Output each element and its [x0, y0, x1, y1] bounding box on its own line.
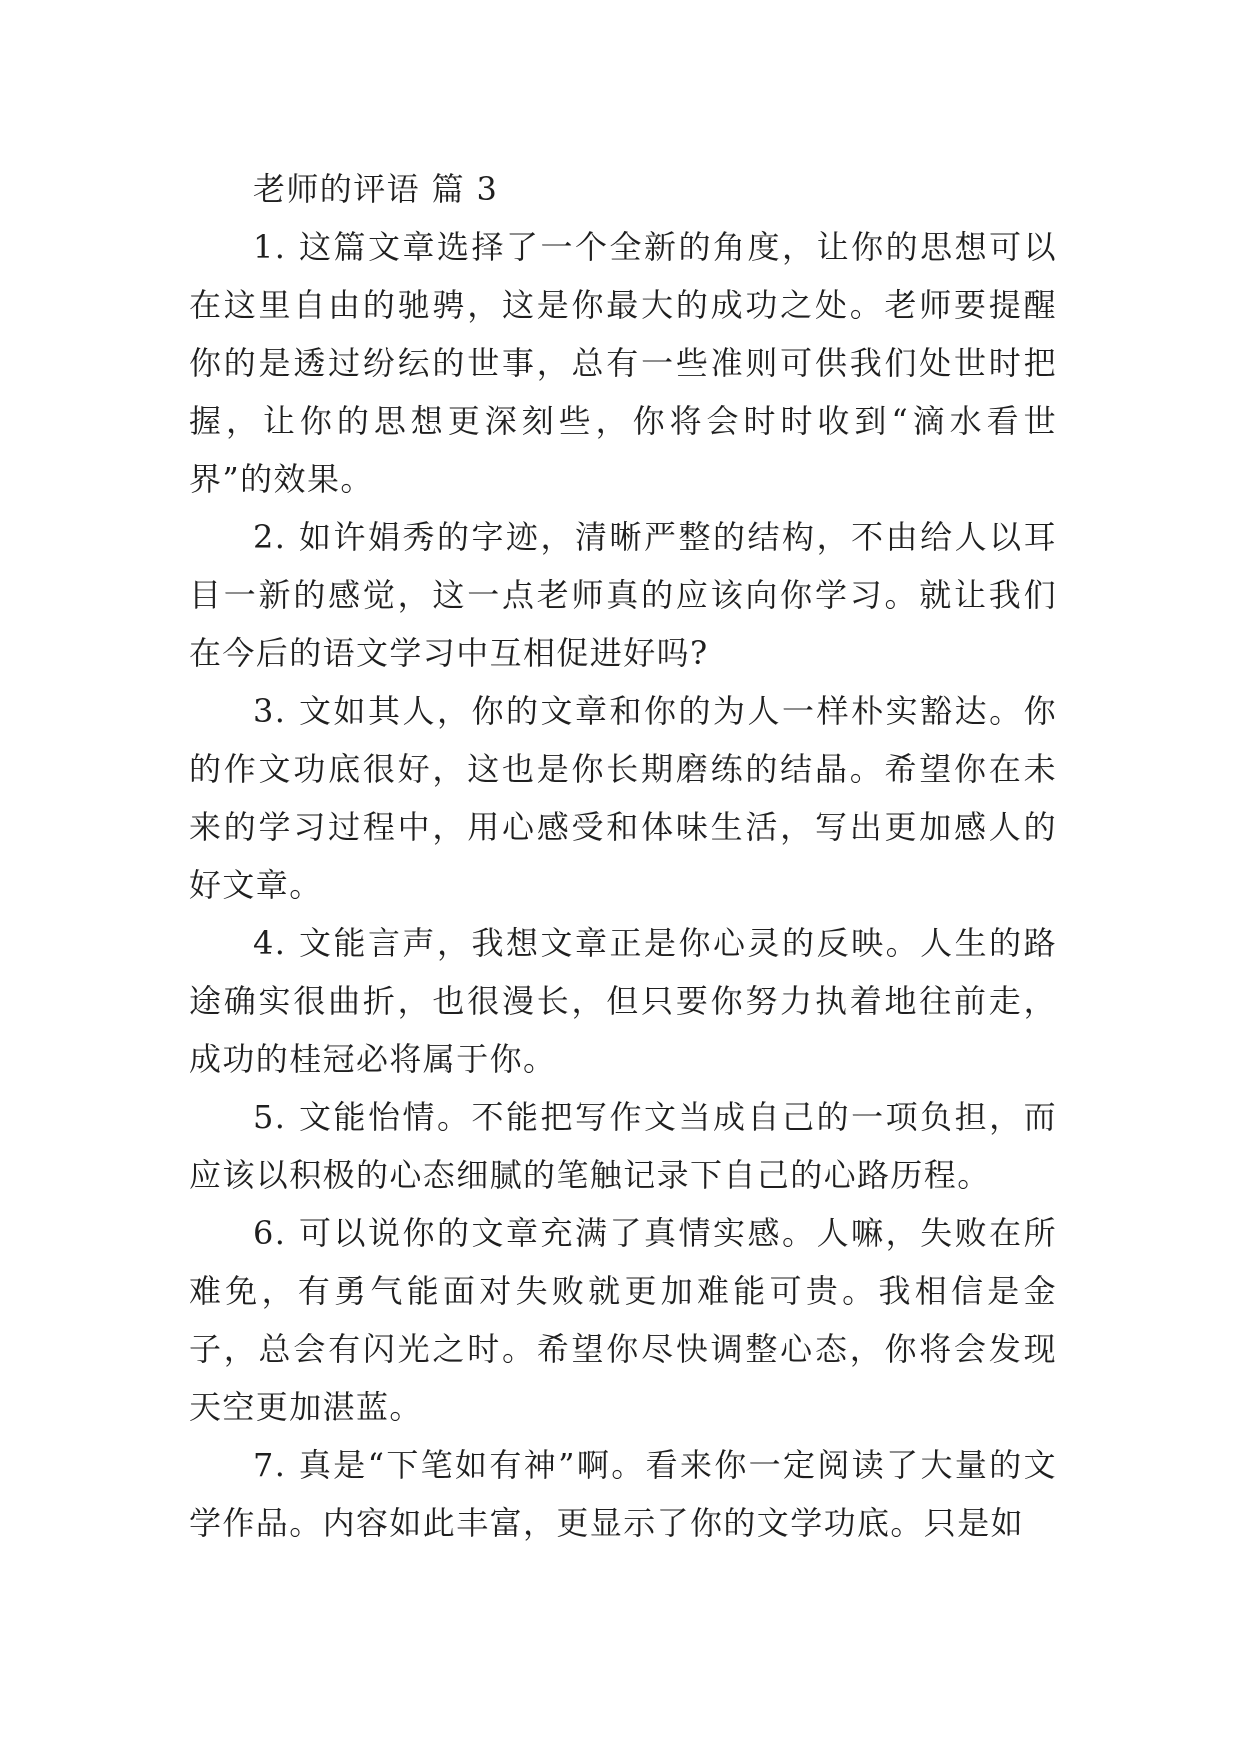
comment-paragraph-5: 5. 文能怡情。不能把写作文当成自己的一项负担，而应该以积极的心态细腻的笔触记录下自己的心路历程。: [189, 1098, 1057, 1194]
comment-paragraph-4: 4. 文能言声，我想文章正是你心灵的反映。人生的路途确实很曲折，也很漫长，但只要你努力执着地往前走，成功的桂冠必将属于你。: [189, 924, 1057, 1078]
document-body: [189, 160, 1057, 1552]
comment-paragraph-2: 2. 如许娟秀的字迹，清晰严整的结构，不由给人以耳目一新的感觉，这一点老师真的应该向你学习。就让我们在今后的语文学习中互相促进好吗?: [189, 518, 1057, 672]
comment-paragraph-1: 1. 这篇文章选择了一个全新的角度，让你的思想可以在这里自由的驰骋，这是你最大的成功之处。老师要提醒你的是透过纷纭的世事，总有一些准则可供我们处世时把握，让你的思想更深刻些，你将会时时收到“滴水看世界”的效果。: [189, 228, 1057, 498]
comment-paragraph-6: 6. 可以说你的文章充满了真情实感。人嘛，失败在所难免，有勇气能面对失败就更加难能可贵。我相信是金子，总会有闪光之时。希望你尽快调整心态，你将会发现天空更加湛蓝。: [189, 1214, 1057, 1426]
comment-paragraph-3: 3. 文如其人，你的文章和你的为人一样朴实豁达。你的作文功底很好，这也是你长期磨练的结晶。希望你在未来的学习过程中，用心感受和体味生活，写出更加感人的好文章。: [189, 692, 1057, 904]
document-title: 老师的评语 篇 3: [253, 170, 499, 208]
comment-paragraph-7: 7. 真是“下笔如有神”啊。看来你一定阅读了大量的文学作品。内容如此丰富，更显示了你的文学功底。只是如: [189, 1446, 1057, 1542]
